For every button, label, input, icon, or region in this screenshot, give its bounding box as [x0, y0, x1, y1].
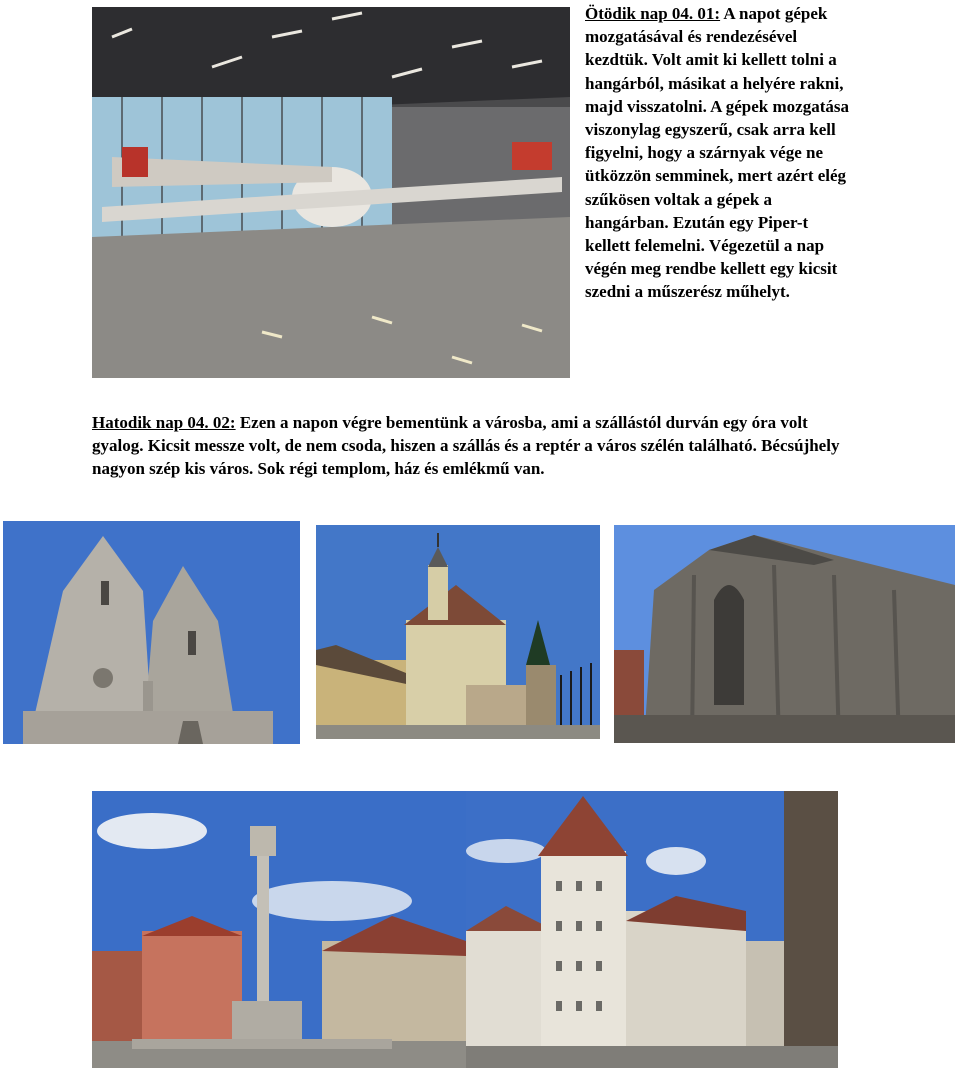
day5-paragraph — [585, 2, 853, 304]
day6-text: Ezen a napon végre bementünk a városba, ami a szállástól durván egy óra volt gyalog. Kicsit messze volt, de nem csoda, hiszen a szállás és a reptér a város szélén található. Bécsújhely nagyon szép kis város. Sok régi templom, ház és emlékmű van. — [92, 413, 840, 479]
day5-heading: Ötödik nap 04. 01: — [585, 4, 721, 23]
gothic-church-photo — [614, 525, 955, 743]
hangar-photo — [92, 7, 570, 378]
day5-text: A napot gépek mozgatásával és rendezésével kezdtük. Volt amit ki kellett tolni a hangárból, másikat a helyére rakni, majd visszatolni. A gépek mozgatása viszonylag egyszerű, csak arra kell figyelni, hogy a szárnyak vége ne ütközzön semminek, mert azért elég szűkösen voltak a gépek a hangárban. Ezután egy Piper-t kellett felemelni. Végezetül a nap végén meg rendbe kellett egy kicsit szedni a műszerész műhelyt. — [585, 4, 849, 302]
twin-tower-cathedral-photo — [3, 521, 300, 744]
church-with-gate-photo — [316, 525, 600, 739]
day6-heading: Hatodik nap 04. 02: — [92, 413, 236, 432]
day6-paragraph — [92, 411, 852, 481]
castle-building-photo — [466, 791, 838, 1068]
town-square-column-photo — [92, 791, 466, 1068]
